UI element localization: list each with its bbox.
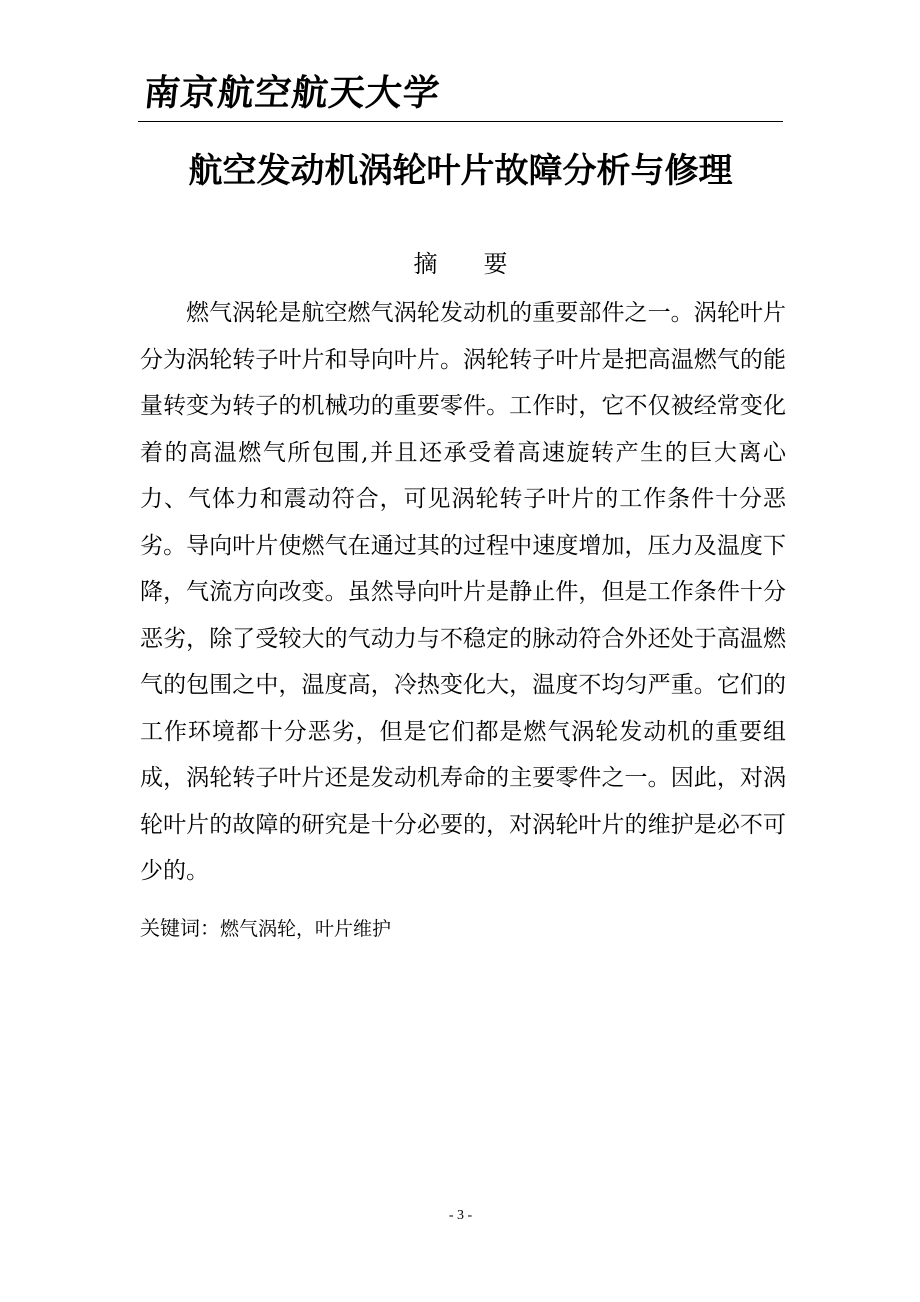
header-divider — [138, 121, 783, 122]
keywords-label: 关键词： — [140, 916, 220, 940]
abstract-body: 燃气涡轮是航空燃气涡轮发动机的重要部件之一。涡轮叶片分为涡轮转子叶片和导向叶片。涡轮转子叶片是把高温燃气的能量转变为转子的机械功的重要零件。工作时，它不仅被经常变化着的高温燃气所包围,并且还承受着高速旋转产生的巨大离心力、气体力和震动符合，可见涡轮转子叶片的工作条件十分恶劣。导向叶片使燃气在通过其的过程中速度增加，压力及温度下降，气流方向改变。虽然导向叶片是静止件，但是工作条件十分恶劣，除了受较大的气动力与不稳定的脉动符合外还处于高温燃气的包围之中，温度高，冷热变化大，温度不均匀严重。它们的工作环境都十分恶劣，但是它们都是燃气涡轮发动机的重要组成，涡轮转子叶片还是发动机寿命的主要零件之一。因此，对涡轮叶片的故障的研究是十分必要的，对涡轮叶片的维护是必不可少的。 — [140, 300, 786, 884]
keywords-value: 燃气涡轮，叶片维护 — [220, 918, 392, 940]
page-number: - 3 - — [448, 1208, 473, 1223]
abstract-heading: 摘要 — [413, 250, 554, 278]
document-title: 航空发动机涡轮叶片故障分析与修理 — [188, 151, 733, 191]
institution-logo: 南京航空航天大学 — [141, 72, 443, 114]
keywords-line — [140, 910, 786, 947]
